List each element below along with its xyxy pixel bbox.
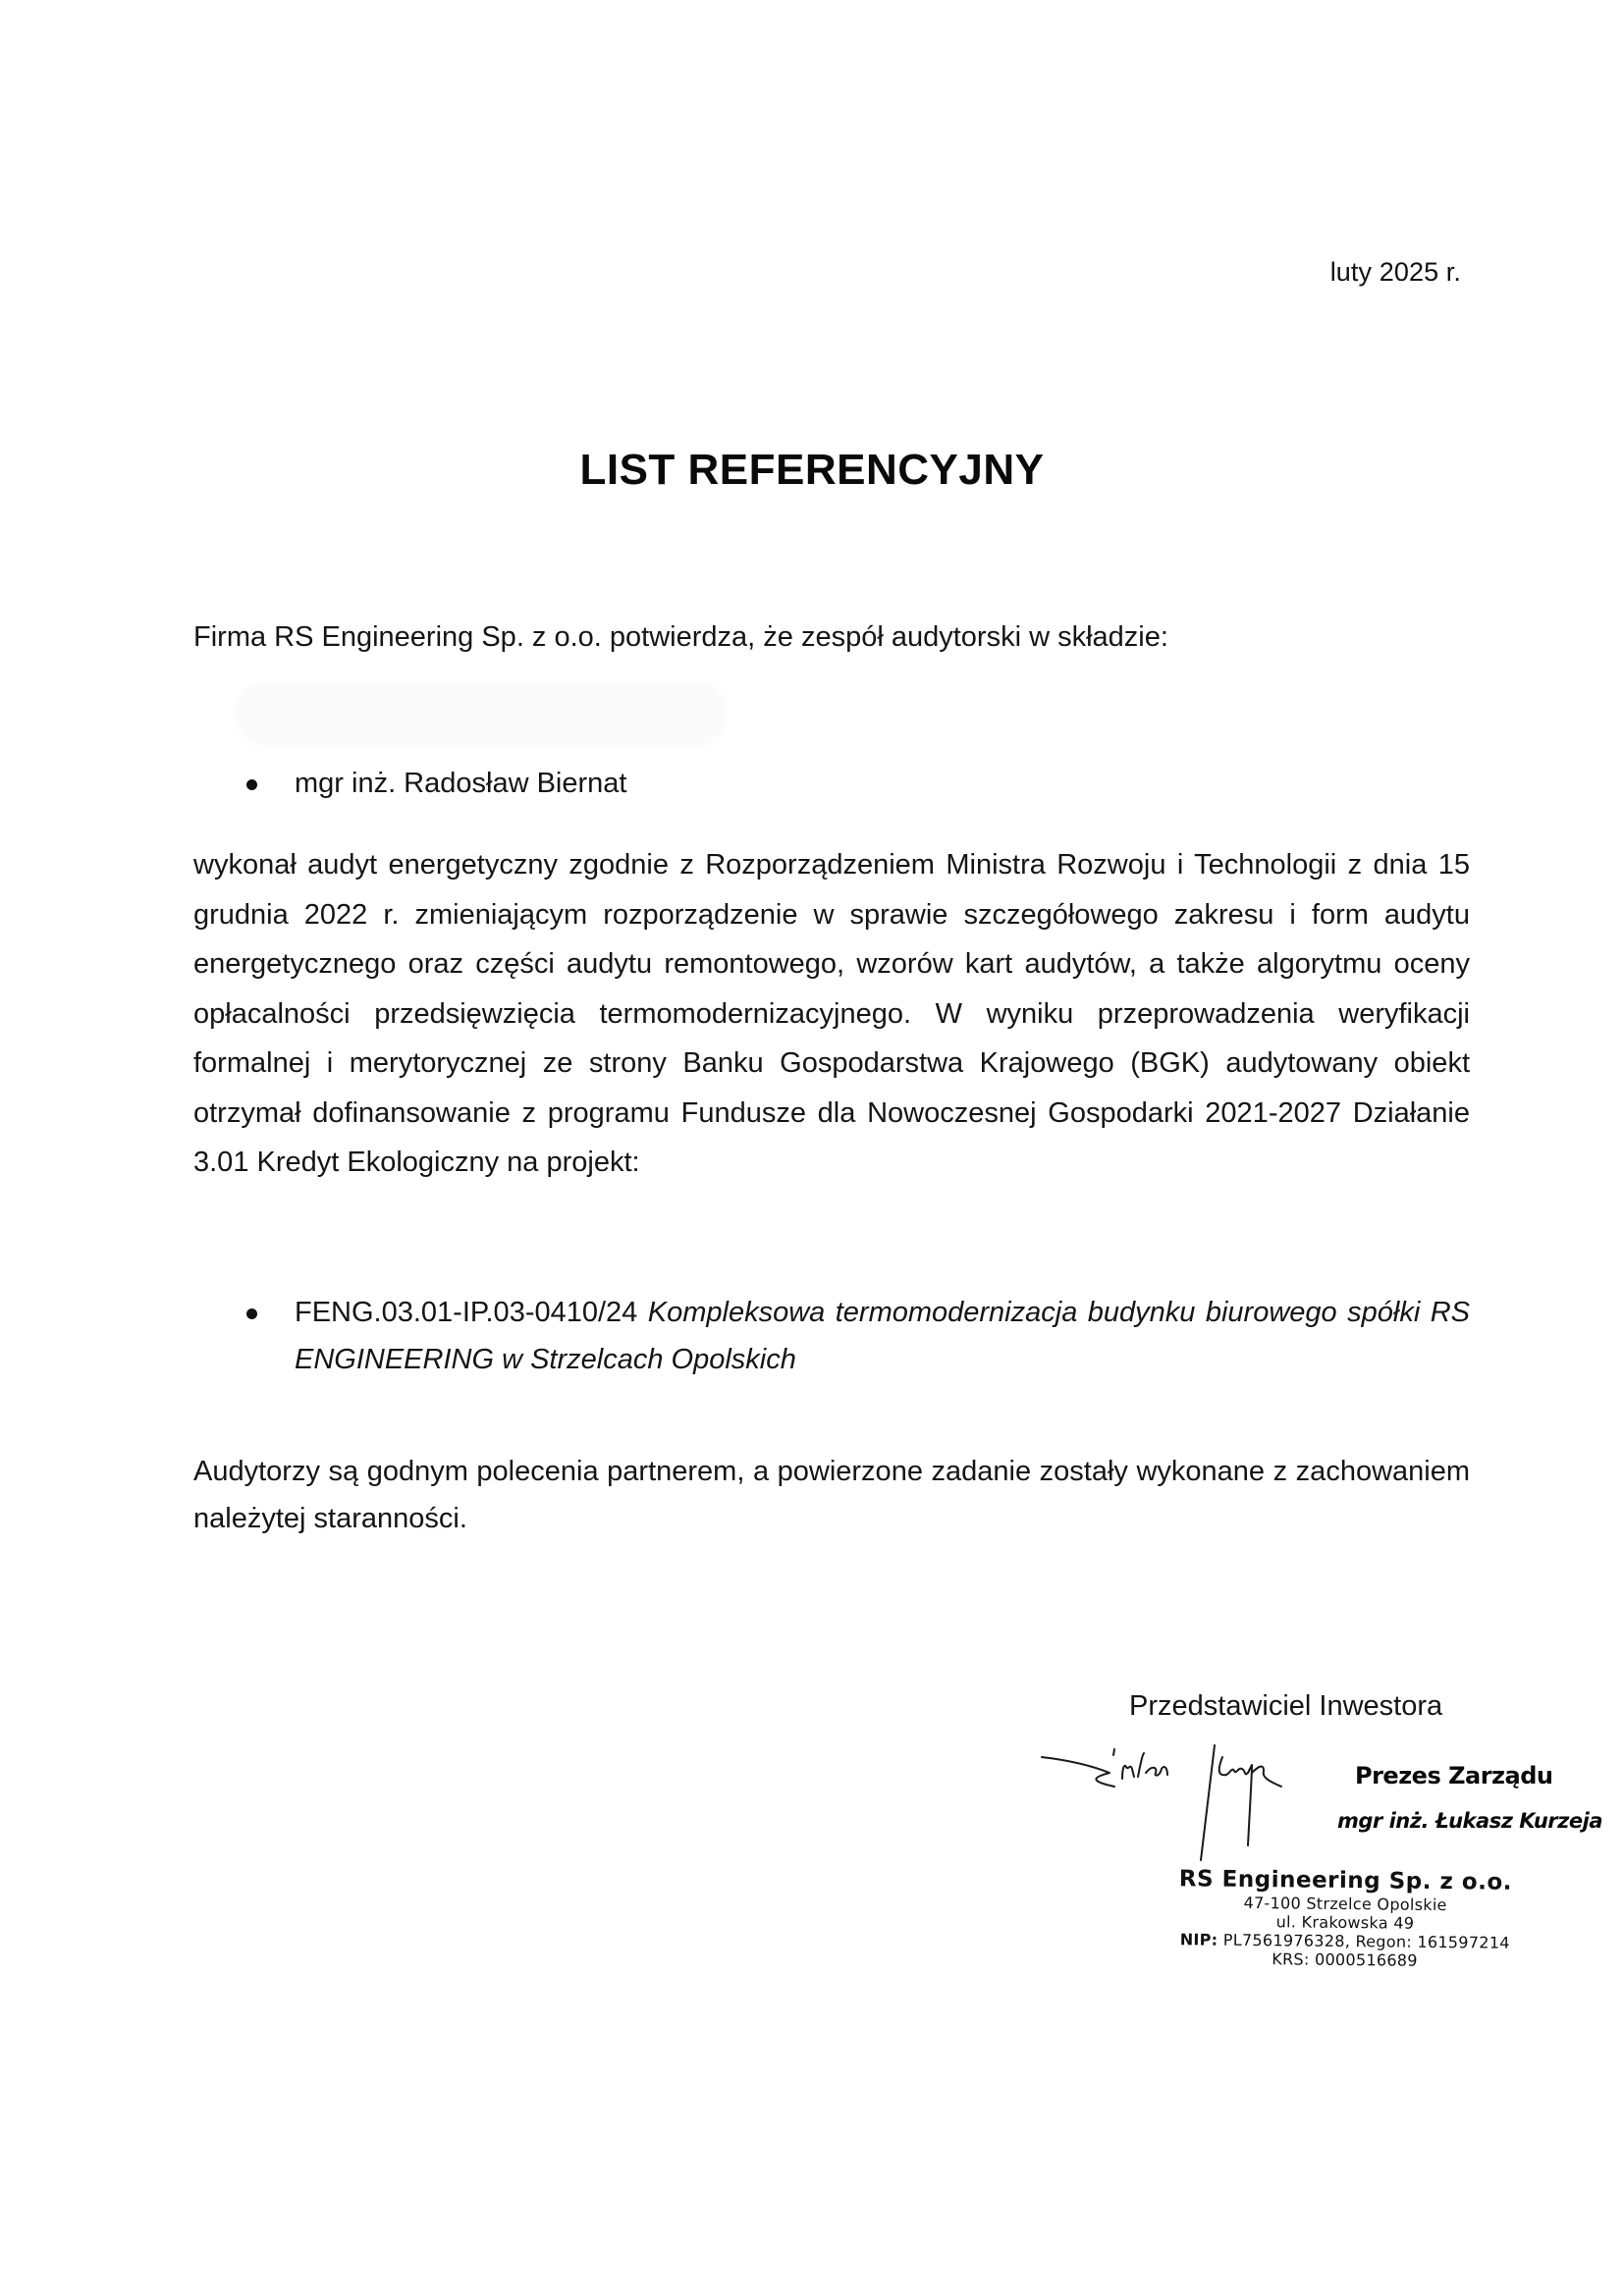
company-krs: KRS: 0000516689 xyxy=(1272,1949,1418,1970)
company-registration-ids xyxy=(1168,1930,1522,1952)
list-item xyxy=(193,760,1470,807)
representative-label: Przedstawiciel Inwestora xyxy=(1129,1690,1443,1722)
nip-label: NIP: xyxy=(1179,1930,1218,1949)
signature-stroke xyxy=(1201,1745,1215,1860)
stamp-signatory-name: mgr inż. Łukasz Kurzeja xyxy=(1337,1809,1602,1833)
document-title: LIST REFERENCYJNY xyxy=(579,446,1045,494)
signature-stroke xyxy=(1042,1757,1114,1787)
auditor-list xyxy=(193,760,1470,807)
body-paragraph: wykonał audyt energetyczny zgodnie z Rozporządzeniem Ministra Rozwoju i Technologii z dnia 15 grudnia 2022 r. zmieniającym rozporządzenie w sprawie szczegółowego zakresu i form audytu energetycznego oraz części audytu remontowego, wzorów kart audytów, a także algorytmu oceny opłacalności przedsięwzięcia termomodernizacyjnego. W wyniku przeprowadzenia weryfikacji formalnej i merytorycznej ze strony Banku Gospodarstwa Krajowego (BGK) audytowany obiekt otrzymał dofinansowanie z programu Fundusze dla Nowoczesnej Gospodarki 2021-2027 Działanie 3.01 Kredyt Ekologiczny na projekt: xyxy=(193,849,1470,1178)
signature-stroke xyxy=(1219,1757,1252,1845)
company-address-line2: ul. Krakowska 49 xyxy=(1275,1912,1415,1933)
project-code: FENG.03.01-IP.03-0410/24 xyxy=(295,1297,648,1328)
intro-paragraph: Firma RS Engineering Sp. z o.o. potwierdza, że zespół audytorski w składzie: xyxy=(193,621,1168,653)
nip-regon-value: PL7561976328, Regon: 161597214 xyxy=(1218,1930,1510,1952)
list-item xyxy=(193,1289,1470,1383)
bullet-icon xyxy=(246,1308,257,1319)
project-name: Kompleksowa termomodernizacja budynku biurowego spółki RS ENGINEERING w Strzelcach Opolskich xyxy=(295,1297,1470,1375)
company-stamp xyxy=(1167,1865,1522,1971)
company-address-line1: 47-100 Strzelce Opolskie xyxy=(1243,1893,1447,1915)
auditor-name: mgr inż. Radosław Biernat xyxy=(295,768,627,799)
stamp-title: Prezes Zarządu xyxy=(1355,1762,1553,1789)
closing-paragraph: Audytorzy są godnym polecenia partnerem, a powierzone zadanie zostały wykonane z zachowaniem należytej staranności. xyxy=(193,1456,1470,1534)
signature-stroke xyxy=(1122,1753,1167,1779)
bullet-icon xyxy=(246,779,257,790)
signature-stroke xyxy=(1252,1767,1281,1787)
signature-stroke xyxy=(1113,1749,1114,1755)
document-date: luty 2025 r. xyxy=(1329,257,1461,287)
project-list xyxy=(193,1289,1470,1383)
redacted-region xyxy=(236,682,727,746)
signature-icon xyxy=(1036,1737,1321,1875)
company-name: RS Engineering Sp. z o.o. xyxy=(1178,1866,1513,1896)
